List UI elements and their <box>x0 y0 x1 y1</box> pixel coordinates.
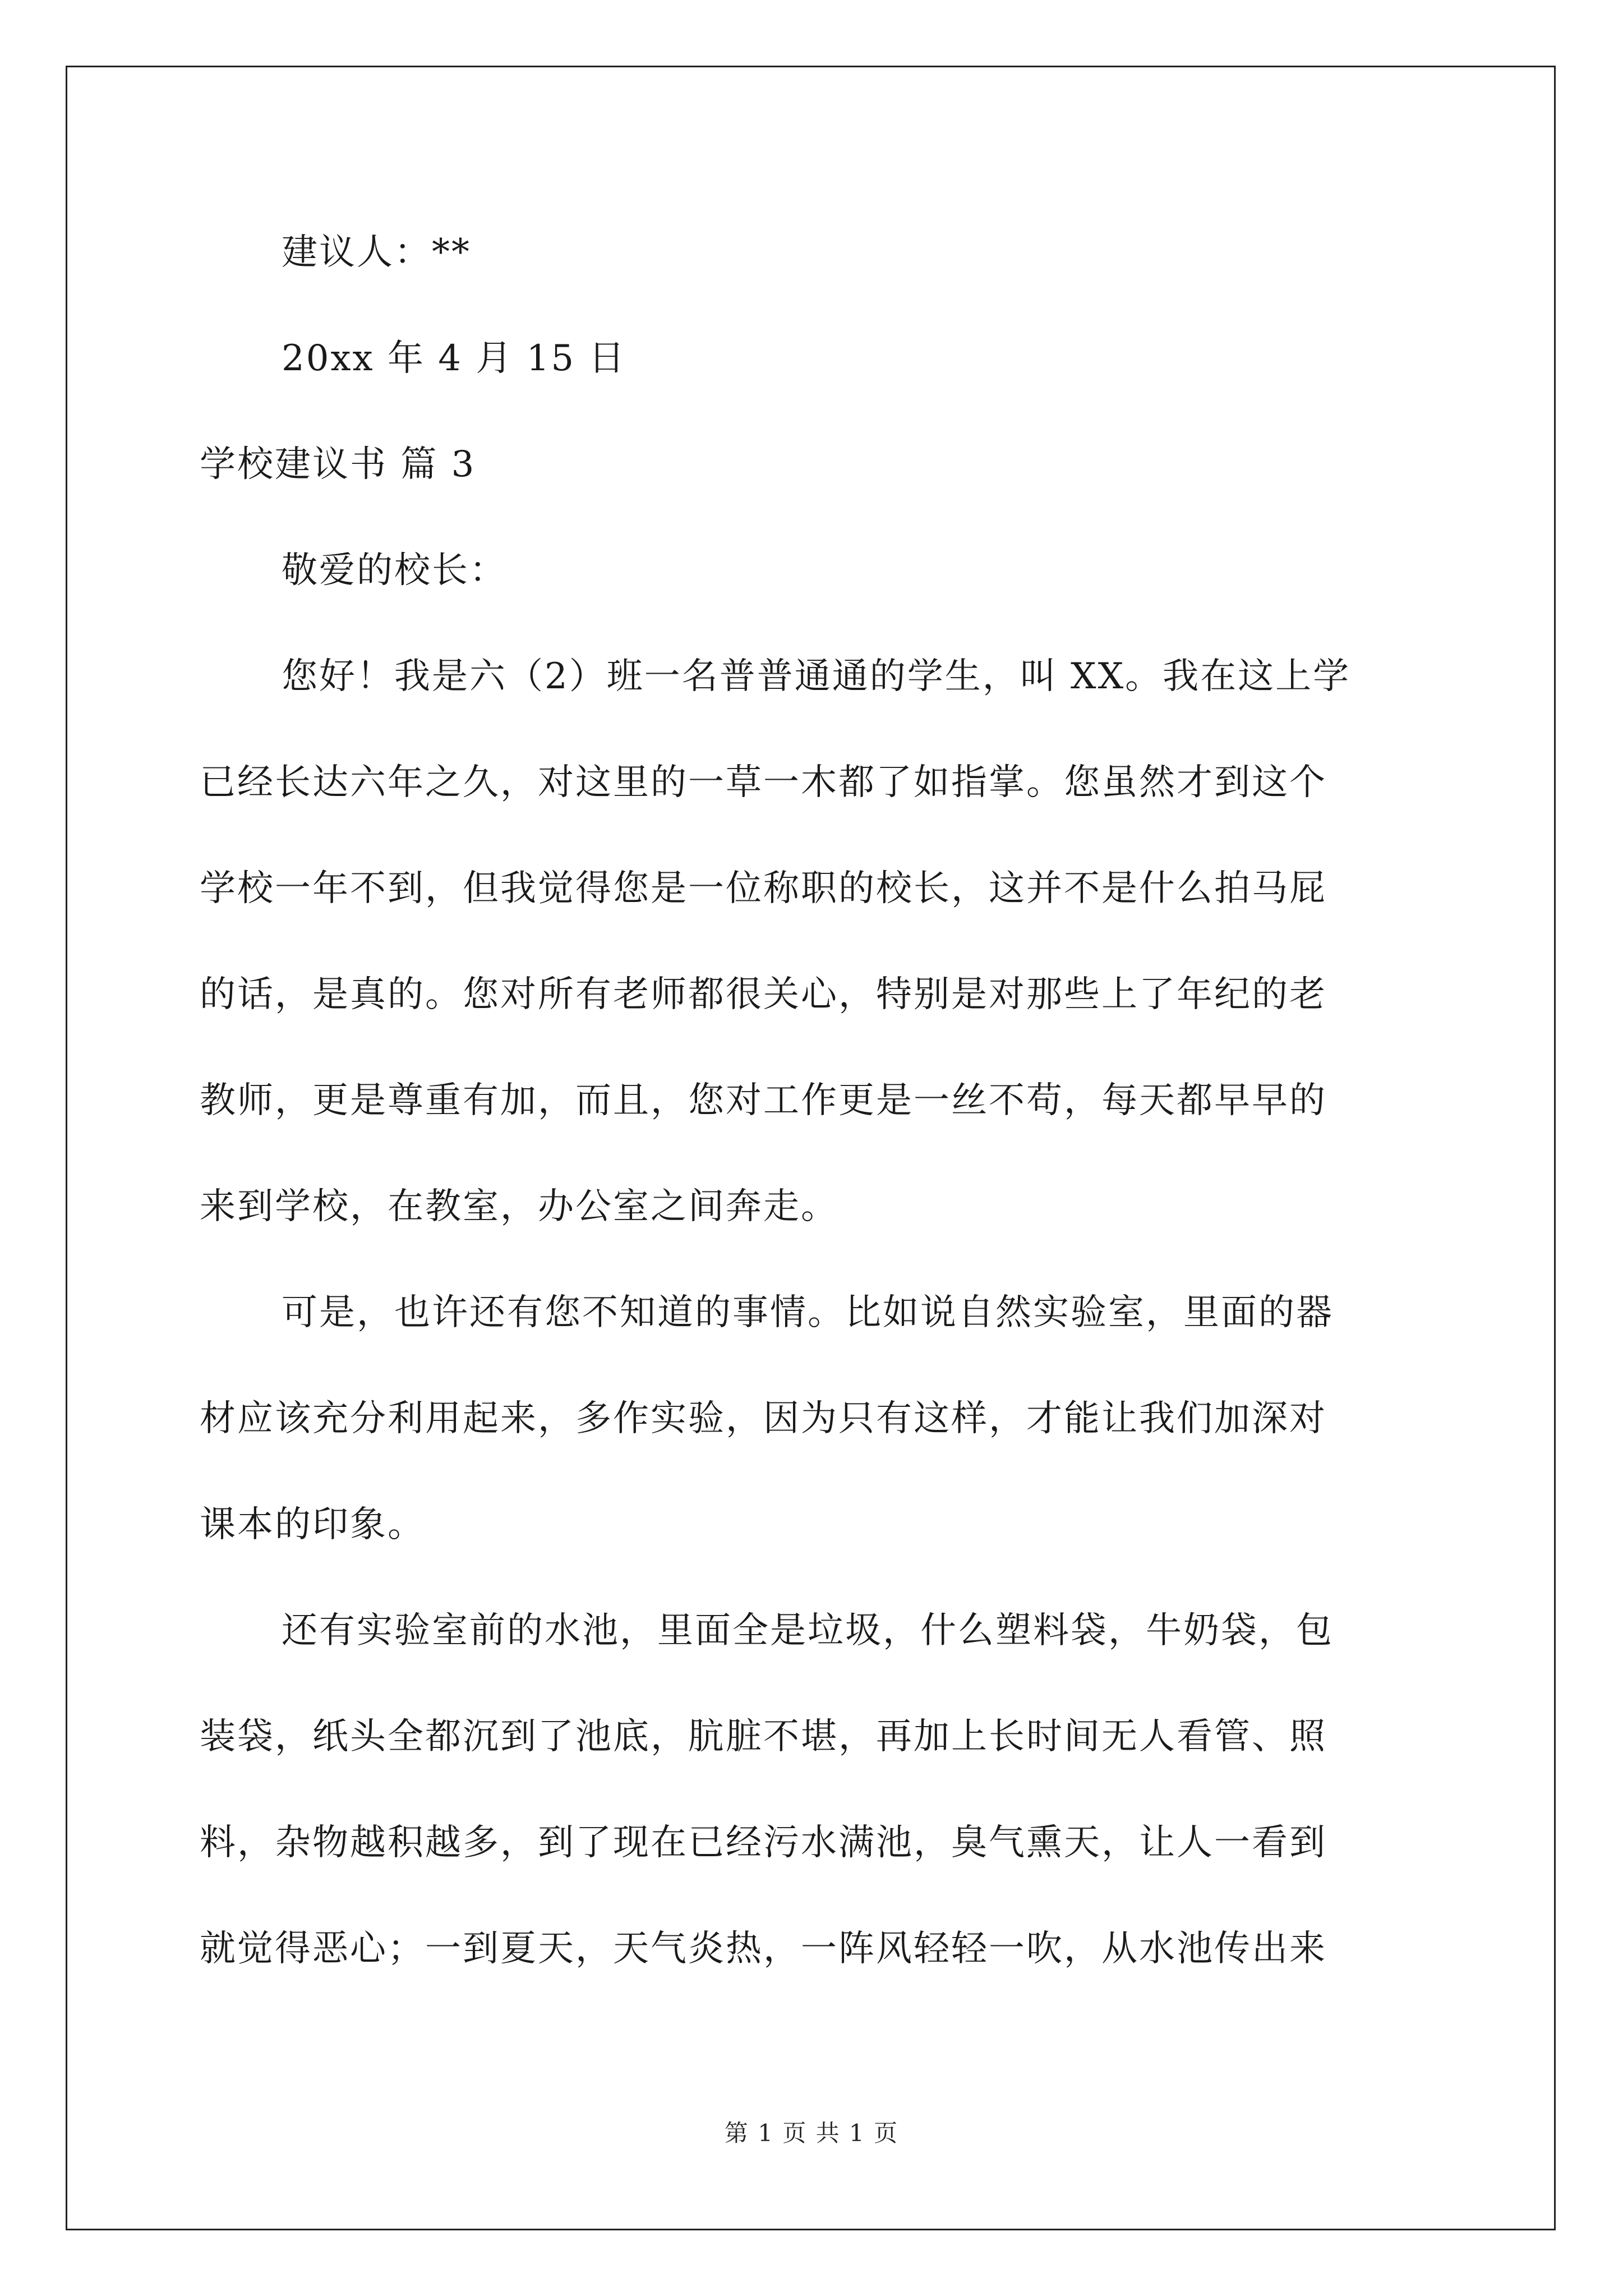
paragraph-line: 就觉得恶心；一到夏天，天气炎热，一阵风轻轻一吹，从水池传出来 <box>200 1928 1327 1970</box>
paragraph-line: 料，杂物越积越多，到了现在已经污水满池，臭气熏天，让人一看到 <box>200 1822 1327 1864</box>
paragraph-line: 材应该充分利用起来，多作实验，因为只有这样，才能让我们加深对 <box>200 1398 1327 1439</box>
salutation: 敬爱的校长： <box>282 550 507 591</box>
section-title: 学校建议书 篇 3 <box>200 444 476 485</box>
paragraph-line: 教师，更是尊重有加，而且，您对工作更是一丝不苟，每天都早早的 <box>200 1080 1327 1121</box>
signature-line: 建议人：** <box>282 232 471 273</box>
paragraph-line: 装袋，纸头全都沉到了池底，肮脏不堪，再加上长时间无人看管、照 <box>200 1716 1327 1757</box>
paragraph-line: 来到学校，在教室，办公室之间奔走。 <box>200 1186 838 1227</box>
paragraph-line: 已经长达六年之久，对这里的一草一木都了如指掌。您虽然才到这个 <box>200 762 1327 803</box>
paragraph-line: 可是，也许还有您不知道的事情。比如说自然实验室，里面的器 <box>282 1292 1334 1333</box>
paragraph-line: 您好！我是六（2）班一名普普通通的学生，叫 XX。我在这上学 <box>282 656 1351 697</box>
paragraph-line: 学校一年不到，但我觉得您是一位称职的校长，这并不是什么拍马屁 <box>200 868 1327 909</box>
paragraph-line: 课本的印象。 <box>200 1504 425 1545</box>
paragraph-line: 的话，是真的。您对所有老师都很关心，特别是对那些上了年纪的老 <box>200 974 1327 1015</box>
page-frame <box>66 66 1556 2230</box>
page-footer: 第 1 页 共 1 页 <box>724 2119 899 2147</box>
paragraph-line: 还有实验室前的水池，里面全是垃圾，什么塑料袋，牛奶袋，包 <box>282 1610 1334 1651</box>
date-line: 20xx 年 4 月 15 日 <box>282 338 626 379</box>
